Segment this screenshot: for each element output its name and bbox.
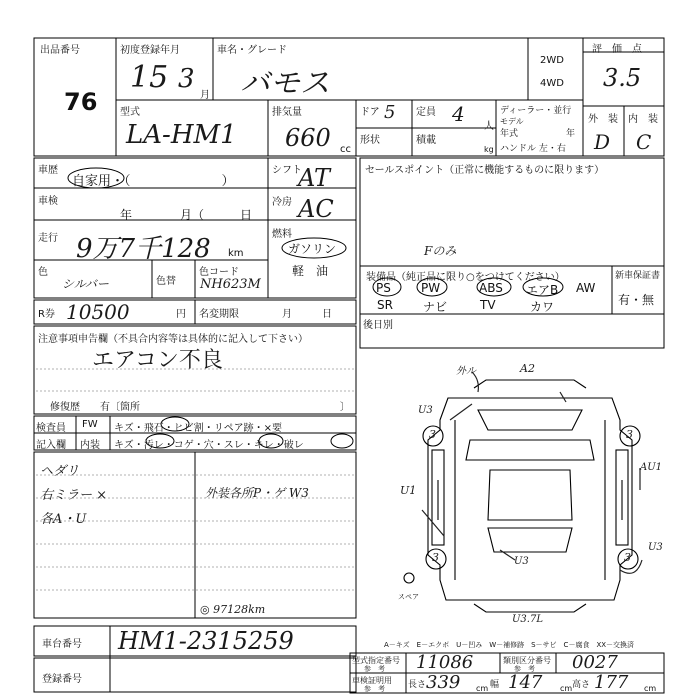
fuel-diesel: 軽 油 (292, 264, 329, 278)
entry-label: 記入欄 (36, 440, 66, 451)
class-sub: 参 考 (514, 665, 535, 673)
wd2-label: 2WD (540, 55, 564, 66)
remark-line-1: ヘダリ (40, 464, 80, 479)
remark-line-2: 右ミラー × (40, 488, 108, 503)
inspection-value: 年 月（ 日 (120, 208, 253, 222)
load-label: 積載 (416, 135, 436, 146)
shift-label: シフト (272, 165, 302, 176)
recycle-label: R券 (38, 309, 55, 320)
height-label: 高さ (572, 680, 591, 690)
fw-label: FW (82, 419, 98, 430)
shape-label: 形状 (360, 135, 380, 146)
notes-label: 注意事項申告欄（不具合内容等は具体的に記入して下さい） (38, 334, 308, 345)
history-label: 車歴 (38, 165, 58, 176)
odometer-note: ◎ 97128km (200, 603, 266, 616)
lot-number: 76 (64, 88, 98, 116)
reg-label: 登録番号 (42, 674, 82, 685)
width-value: 147 (508, 672, 543, 693)
class-value: 0027 (572, 652, 618, 673)
capacity-unit: 人 (484, 121, 494, 132)
equip-pw: PW (421, 281, 441, 295)
width-label: 幅 (490, 680, 500, 690)
displacement-value: 660 (285, 124, 331, 152)
km-unit: km (228, 248, 244, 259)
color-label: 色 (38, 267, 48, 278)
doors-label: ドア (360, 107, 380, 118)
kg-unit: kg (484, 145, 494, 154)
ac-value: AC (298, 195, 334, 223)
remark-line-3: 各A・U (40, 512, 87, 527)
capacity-value: 4 (452, 102, 465, 126)
class-label: 類別区分番号 (503, 656, 551, 665)
wheel-rr-score: 3 (624, 551, 631, 564)
doors-value: 5 (384, 102, 396, 123)
expire-label: 名変期限 (199, 309, 239, 320)
diagram-top-label: A2 (520, 362, 535, 375)
diagram-right-u3: U3 (648, 542, 663, 553)
exterior-grade: D (594, 130, 611, 154)
color-change-label: 色替 (156, 276, 176, 287)
wd4-label: 4WD (540, 78, 564, 89)
new-warranty-value: 有・無 (618, 293, 655, 307)
chassis-value: HM1-2315259 (118, 627, 294, 655)
diagram-left-u1: U1 (400, 484, 417, 497)
cc-unit: cc (340, 144, 351, 155)
diagram-bottom-u3: U3 (514, 556, 529, 567)
interior-grade: C (636, 130, 652, 154)
equip-sr: SR (377, 298, 393, 312)
year-unit: 年 (566, 129, 576, 139)
score-value: 3.5 (603, 64, 642, 92)
diagram-tl-label: 外ル (456, 366, 476, 377)
capacity-label: 定員 (416, 107, 436, 118)
new-warranty-label: 新車保証書 (615, 271, 661, 281)
model-label: 車名・グレード (217, 45, 287, 56)
length-value: 339 (426, 672, 461, 693)
height-value: 177 (594, 672, 629, 693)
notes-value: エアコン不良 (92, 348, 223, 373)
remark-line-4: 外装各所P・ゲ W3 (205, 486, 309, 500)
wheel-rl-score: 3 (432, 551, 439, 564)
ac-label: 冷房 (272, 197, 292, 208)
car-name: バモス (240, 66, 330, 101)
interior-label-2: 内装 (80, 440, 100, 451)
length-label: 長さ (408, 680, 427, 690)
color-code-value: NH623M (200, 277, 261, 292)
dealer-label: ディーラー・並行 (500, 106, 572, 116)
wheel-fl-score: 3 (429, 428, 436, 441)
type-value: LA-HM1 (126, 120, 237, 150)
equip-abs: ABS (479, 281, 503, 295)
equip-navi: ナビ (423, 300, 448, 314)
recycle-value: 10500 (66, 300, 130, 324)
month-unit: 月 (200, 90, 210, 101)
fuel-gasoline: ガソリン (288, 242, 337, 256)
equip-leather: カワ (530, 300, 555, 314)
interior-label: 内 装 (628, 114, 658, 125)
expire-value: 月 日 (282, 309, 332, 320)
vehicle-cert-label: 車検証明用 (352, 676, 392, 685)
vehicle-cert-sub: 参 考 (364, 685, 385, 693)
first-reg-year: 15 (130, 60, 169, 95)
sales-note: Fのみ (424, 244, 457, 258)
later-label: 後日別 (363, 320, 393, 331)
fuel-label: 燃料 (272, 229, 292, 240)
type-cert-sub: 参 考 (364, 665, 385, 673)
type-label: 型式 (120, 107, 140, 118)
diagram-u3-tl: U3 (418, 405, 433, 416)
first-reg-month: 3 (178, 64, 195, 94)
equip-aw: AW (576, 281, 596, 295)
shift-value: AT (298, 164, 331, 192)
repair-close: 〕 (340, 402, 350, 413)
type-cert-value: 11086 (416, 652, 474, 673)
chassis-label: 車台番号 (42, 639, 82, 650)
height-unit: cm (644, 684, 657, 693)
year-label: 年式 (500, 129, 519, 139)
sales-label: セールスポイント（正常に機能するものに限ります） (365, 165, 605, 176)
score-label: 評 価 点 (592, 44, 642, 55)
equip-ps: PS (376, 281, 391, 295)
damage-legend: A－キズ E－エクボ U－凹み W－補修跡 S－サビ C－腐食 XX－交換済 (384, 641, 635, 649)
inspector-row1: キズ・飛石・ヒビ割・リペア跡・×要 (114, 423, 282, 434)
model-year-label: モデル (500, 117, 524, 126)
width-unit: cm (560, 684, 573, 693)
type-cert-label: 型式指定番号 (352, 656, 400, 665)
equip-label: 装備品（純正品に限り○をつけてください） (366, 272, 565, 283)
color-value: シルバー (62, 277, 109, 291)
first-reg-label: 初度登録年月 (120, 45, 180, 56)
equip-tv: TV (480, 298, 496, 312)
lot-label: 出品番号 (40, 45, 80, 56)
repair-label: 修復歴 有〔箇所 (50, 402, 140, 413)
history-value: 自家用・（ ） (72, 174, 235, 189)
inspector-label: 検査員 (36, 423, 66, 434)
spare-label: スペア (398, 593, 419, 601)
inspection-label: 車検 (38, 196, 58, 207)
handle-label: ハンドル 左・右 (500, 144, 566, 154)
diagram-bottom-label: U3.7L (512, 614, 543, 625)
yen-unit: 円 (176, 309, 186, 320)
length-unit: cm (476, 684, 489, 693)
wheel-fr-score: 3 (626, 428, 633, 441)
inspector-row2: キズ・汚レ・コゲ・穴・スレ・キレ・破レ (114, 440, 304, 451)
mileage-value: 9万7千128 (76, 234, 211, 264)
diagram-right-au: AU1 (640, 462, 663, 473)
exterior-label: 外 装 (588, 114, 618, 125)
color-code-label: 色コード (199, 267, 239, 278)
equip-airbag: エアB (526, 283, 559, 297)
mileage-label: 走行 (38, 233, 58, 244)
car-diagram (428, 380, 632, 612)
displacement-label: 排気量 (272, 107, 302, 118)
